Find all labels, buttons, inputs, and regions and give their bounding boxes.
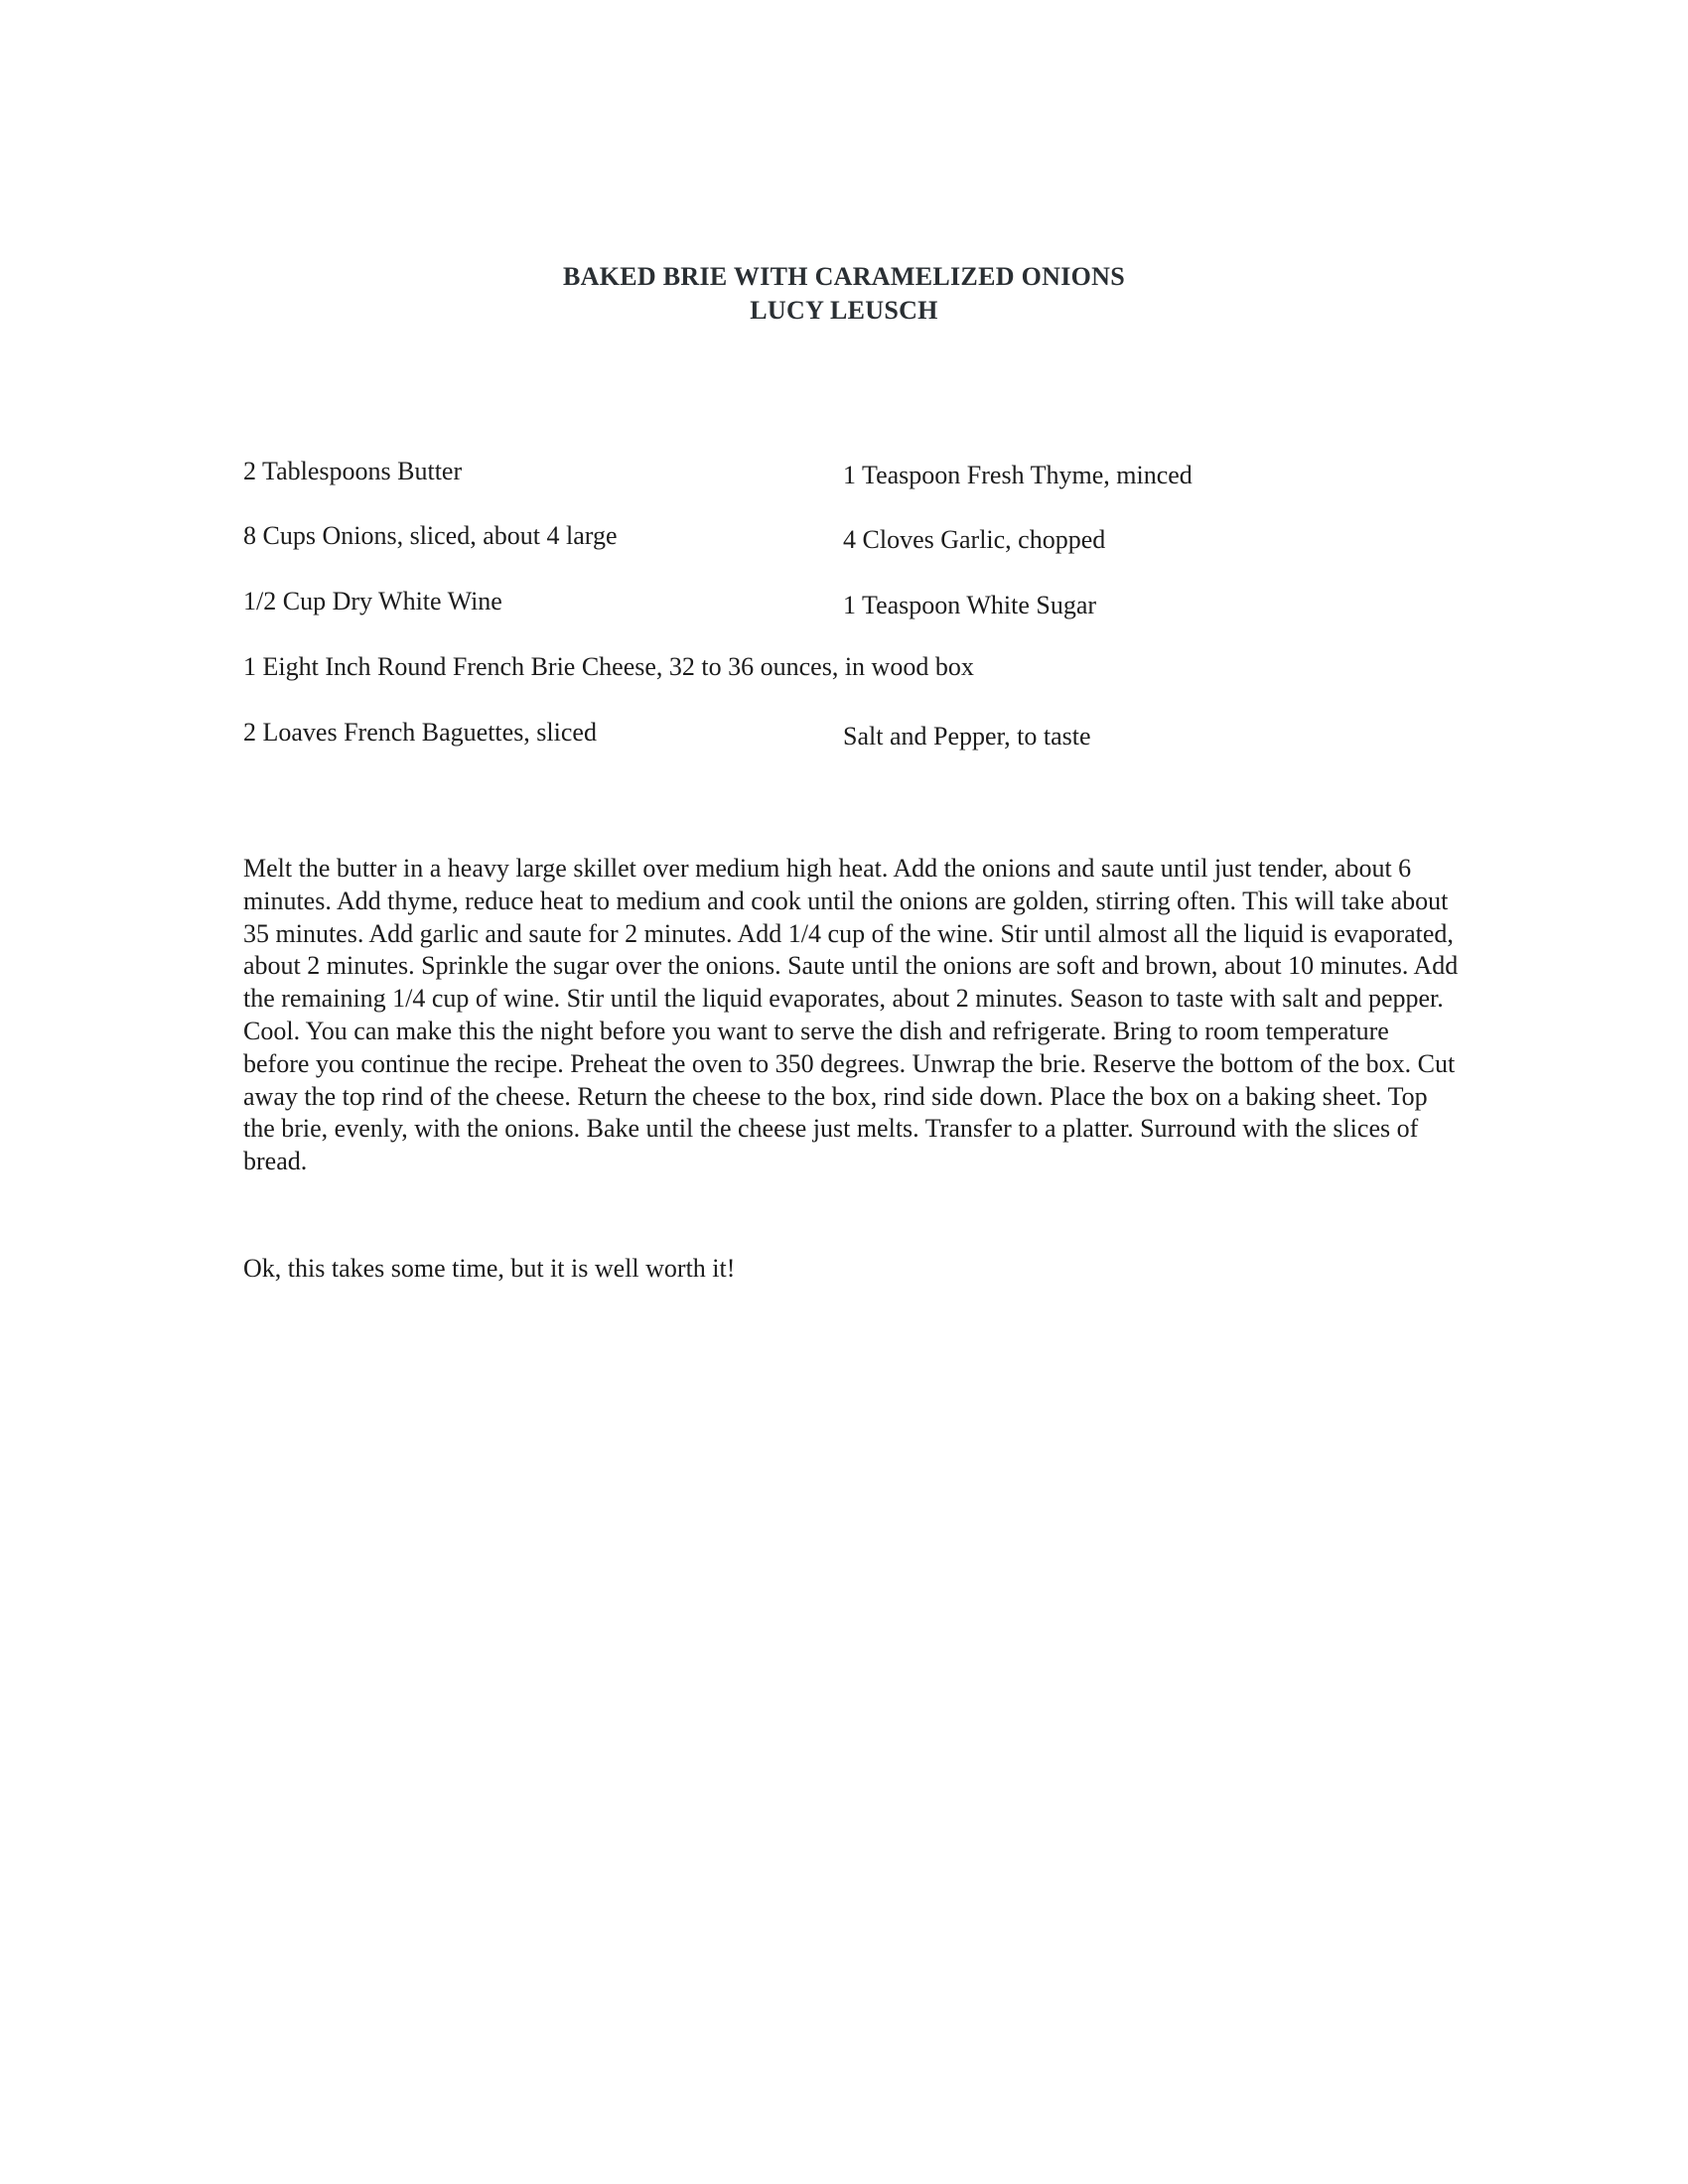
recipe-instructions: Melt the butter in a heavy large skillet over medium high heat. Add the onions and saute until just tender, about 6 minutes. Add thyme, reduce heat to medium and cook until the onions are golden, stirring often. This will take about 35 minutes. Add garlic and saute for 2 minutes. Add 1/4 cup of the wine. Stir until almost all the liquid is evaporated, about 2 minutes. Sprinkle the sugar over the onions. Saute until the onions are soft and brown, about 10 minutes. Add the remaining 1/4 cup of wine. Stir until the liquid evaporates, about 2 minutes. Season to taste with salt and pepper. Cool. You can make this the night before you want to serve the dish and refrigerate. Bring to room temperature before you continue the recipe. Preheat the oven to 350 degrees. Unwrap the brie. Reserve the bottom of the box. Cut away the top rind of the cheese. Return the cheese to the box, rind side down. Place the box on a baking sheet. Top the brie, evenly, with the onions. Bake until the cheese just melts. Transfer to a platter. Surround with the slices of bread. — [243, 854, 1459, 1176]
ingredient-salt-pepper: Salt and Pepper, to taste — [843, 722, 1091, 751]
ingredient-brie: 1 Eight Inch Round French Brie Cheese, 32 to 36 ounces, in wood box — [243, 652, 974, 681]
ingredient-wine: 1/2 Cup Dry White Wine — [243, 587, 502, 615]
recipe-author: LUCY LEUSCH — [750, 296, 938, 325]
ingredient-baguettes: 2 Loaves French Baguettes, sliced — [243, 718, 597, 747]
ingredient-garlic: 4 Cloves Garlic, chopped — [843, 525, 1106, 554]
ingredient-butter: 2 Tablespoons Butter — [243, 457, 463, 485]
ingredient-onions: 8 Cups Onions, sliced, about 4 large — [243, 521, 618, 550]
ingredient-sugar: 1 Teaspoon White Sugar — [843, 591, 1097, 619]
ingredient-thyme: 1 Teaspoon Fresh Thyme, minced — [843, 461, 1193, 489]
recipe-note: Ok, this takes some time, but it is well worth it! — [243, 1254, 736, 1283]
recipe-title: BAKED BRIE WITH CARAMELIZED ONIONS — [563, 262, 1125, 291]
